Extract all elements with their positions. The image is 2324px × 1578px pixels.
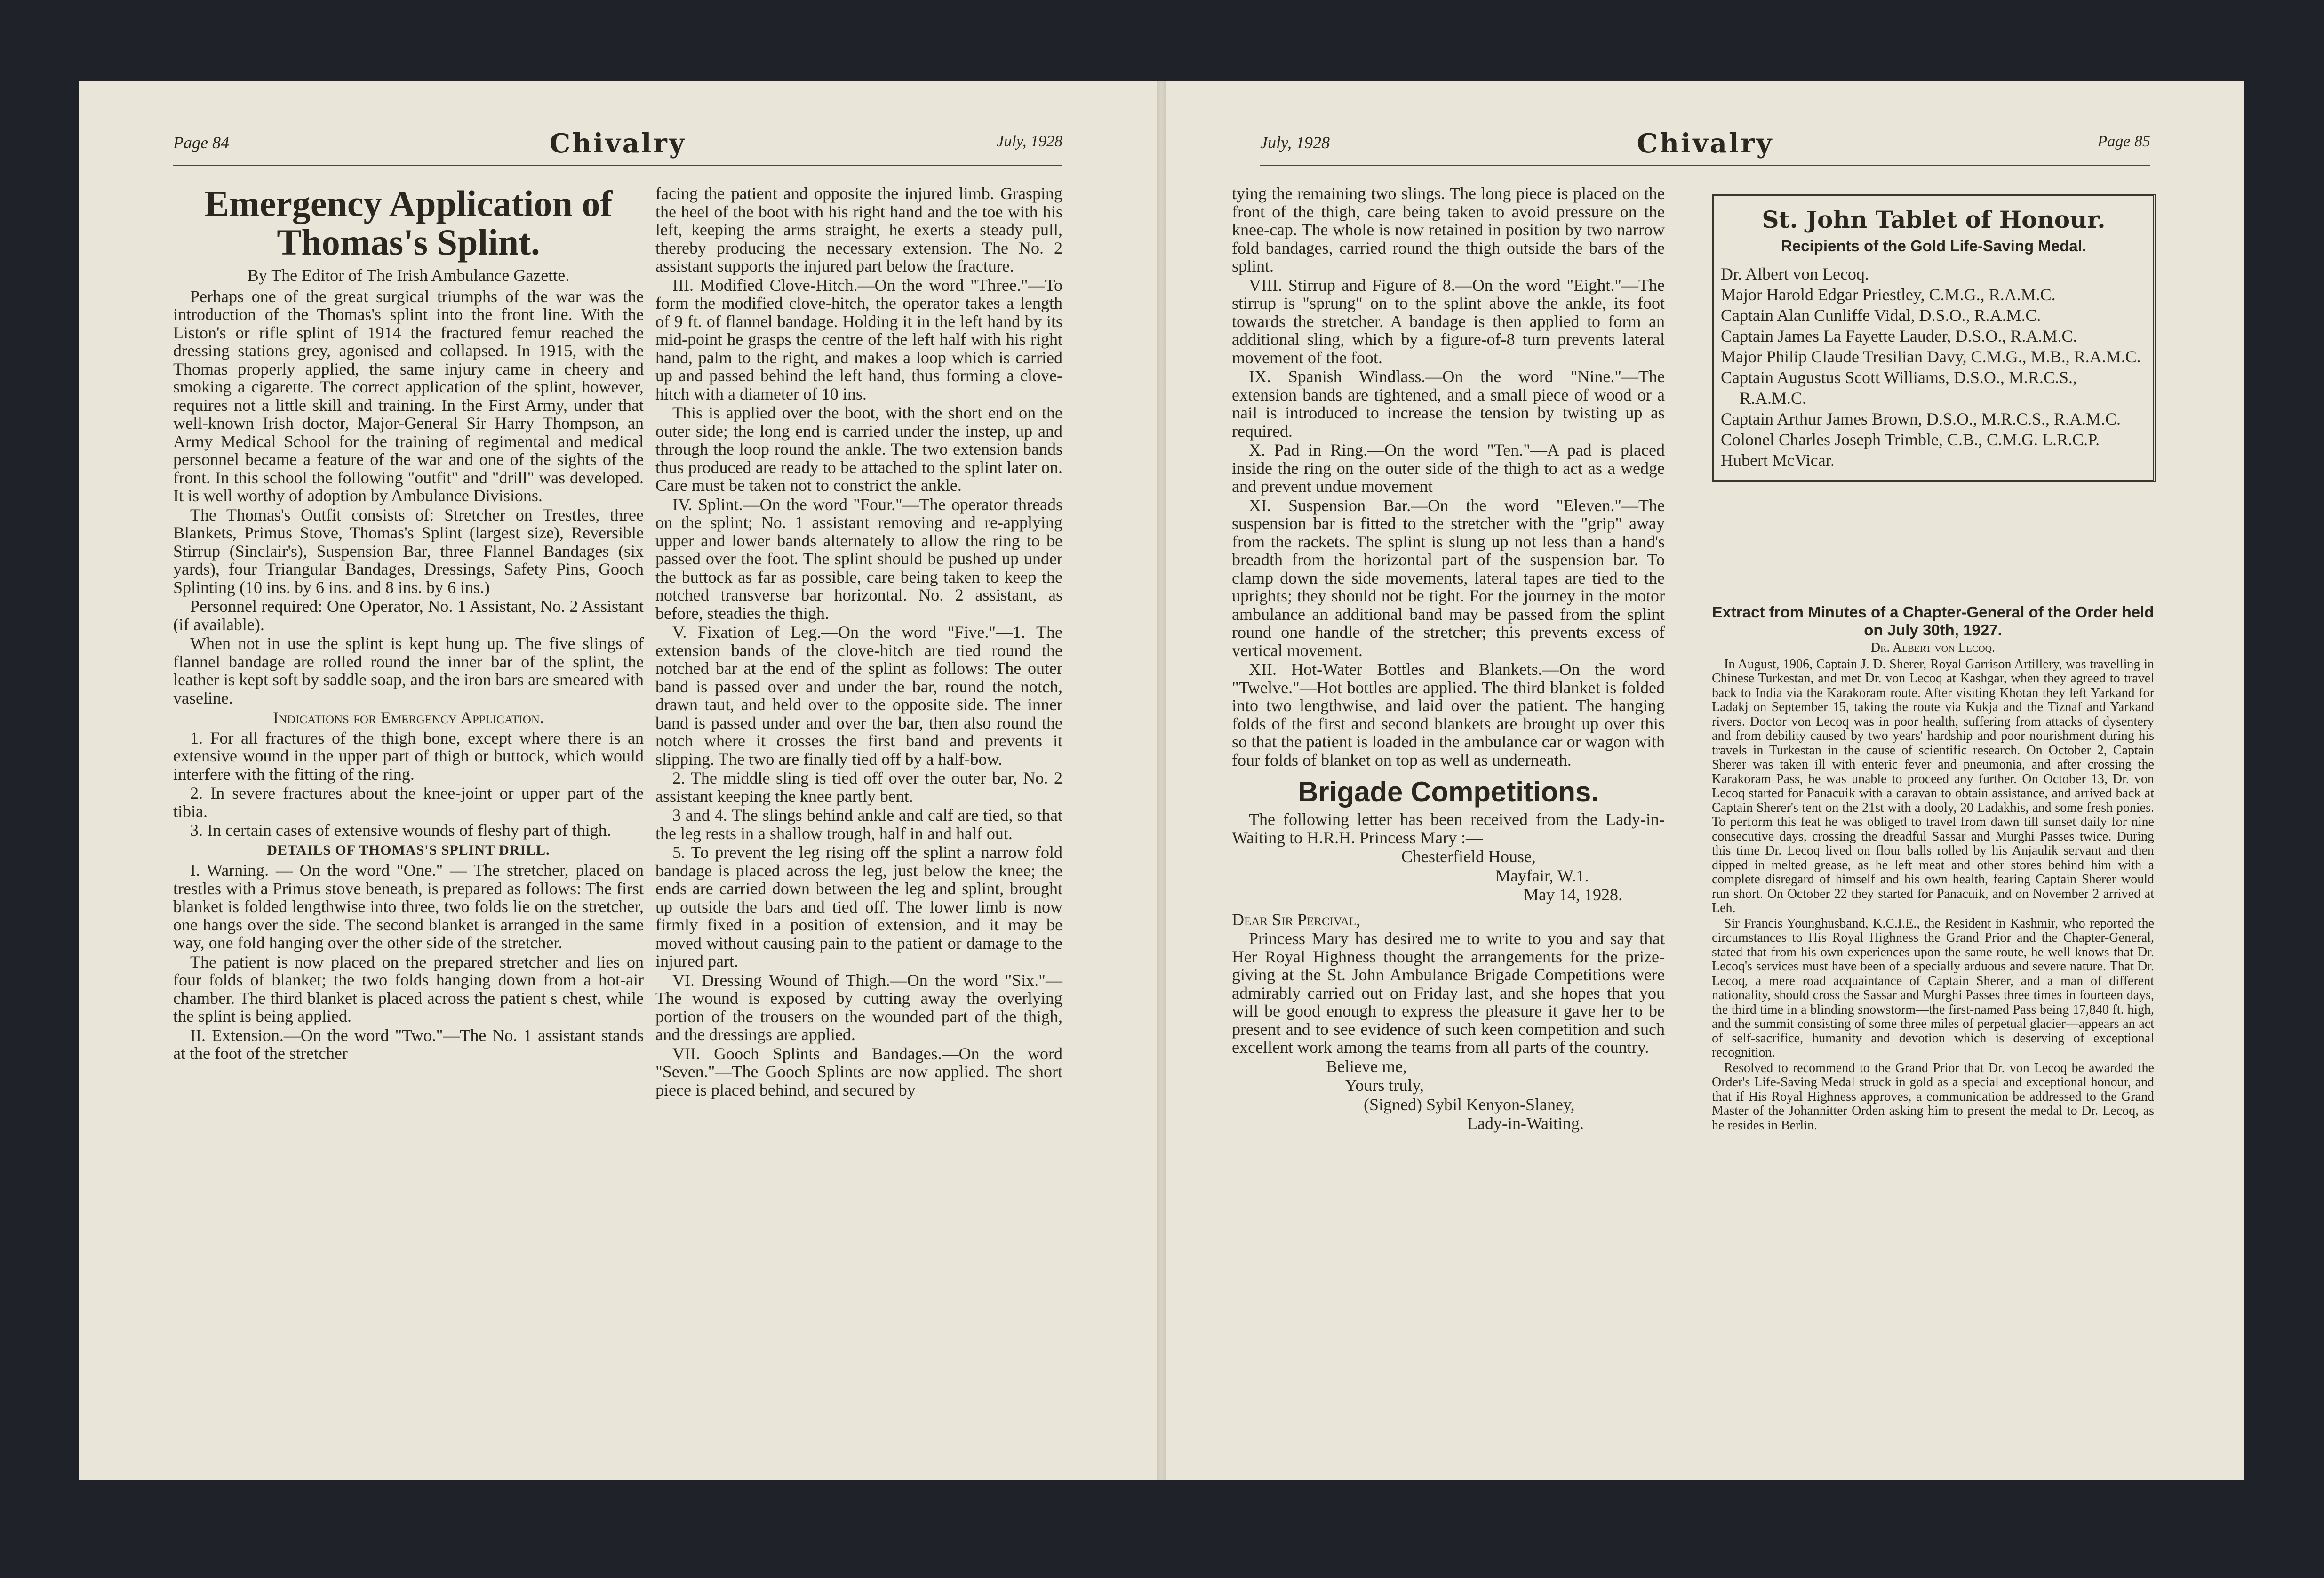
letter-closing: Yours truly, [1345,1076,1424,1095]
box-title: St. John Tablet of Honour. [1762,206,2106,233]
paragraph: 3 and 4. The slings behind ankle and calf are tied, so that the leg rests in a shallow trough, half in and half out. [655,806,1062,843]
header-rule [1260,165,2150,170]
paragraph: 3. In certain cases of extensive wounds of fleshy part of thigh. [190,821,611,840]
recipient-item: Captain Alan Cunliffe Vidal, D.S.O., R.A.M.C. [1721,306,2041,325]
recipient-item: Hubert McVicar. [1721,451,1835,470]
masthead: Chivalry [549,128,687,159]
recipient-item: Colonel Charles Joseph Trimble, C.B., C.M.G. L.R.C.P. [1721,430,2100,449]
paragraph: When not in use the splint is kept hung up. The five slings of flannel bandage are rolled round the inner bar of the splint, the leather is kept soft by saddle soap, and the iron bars are smeared with vaseline. [173,634,644,707]
paragraph: VIII. Stirrup and Figure of 8.—On the word "Eight."—The stirrup is "sprung" on to the splint above the ankle, its foot towards the stretcher. A bandage is then applied to form an additional sling, which by a figure-of-8 turn prevents lateral movement of the foot. [1232,275,1665,367]
header-rule [173,165,1062,170]
paragraph: 1. For all fractures of the thigh bone, except where there is an extensive wound in the upper part of thigh or buttock, which would interfere with the fitting of the ring. [173,728,644,784]
paragraph: XI. Suspension Bar.—On the word "Eleven."—The suspension bar is fitted to the stretcher with the "grip" away from the rackets. The splint is slung up not less than a hand's breadth from the horizontal part of the suspension bar. To clamp down the side movements, lateral tapes are tied to the uprights; they should not be tight. For the journey in the motor ambulance an additional band may be passed from the splint round one handle of the stretcher; this prevents excess of vertical movement. [1232,496,1665,660]
paragraph: The patient is now placed on the prepared stretcher and lies on four folds of blanket; the two folds hanging down from a hot-air chamber. The third blanket is placed across the patient s chest, while the splint is being applied. [173,952,644,1025]
section-heading: Indications for Emergency Application. [273,708,544,727]
masthead: Chivalry [1637,128,1774,159]
paragraph: facing the patient and opposite the injured limb. Grasping the heel of the boot with his right hand and the toe with his left, keeping the arms straight, he exerts a steady pull, thereby producing the necessary extension. The No. 2 assistant supports the injured part below the fracture. [655,184,1062,275]
right-page-header [1260,128,2150,161]
issue-date: July, 1928 [1260,133,1330,152]
paragraph: I. Warning. — On the word "One." — The stretcher, placed on trestles with a Primus stove beneath, is prepared as follows: The first blanket is folded lengthwise into three, two folds lie on the stretcher, one hangs over the side. The second blanket is arranged in the same way, one fold hanging over the other side of the stretcher. [173,861,644,952]
letter-date: May 14, 1928. [1524,885,1622,904]
recipient-item: Captain Arthur James Brown, D.S.O., M.R.C.S., R.A.M.C. [1721,409,2121,428]
extract-column [1712,603,2154,1134]
paragraph: IX. Spanish Windlass.—On the word "Nine."—The extension bands are tightened, and a small piece of wood or a nail is introduced to increase the tension by twisting up as required. [1232,367,1665,441]
recipient-item: Major Harold Edgar Priestley, C.M.G., R.A.M.C. [1721,285,2056,304]
letter-signature: (Signed) Sybil Kenyon-Slaney, [1364,1095,1575,1114]
paragraph: tying the remaining two slings. The long piece is placed on the front of the thigh, care being taken to avoid pressure on the knee-cap. The whole is now retained in position by two narrow fold bandages, carried round the thigh outside the bars of the splint. [1232,184,1665,275]
recipient-item: Captain Augustus Scott Williams, D.S.O., M.R.C.S., R.A.M.C. [1721,368,2077,408]
left-column-2 [655,184,1062,1100]
paragraph: X. Pad in Ring.—On the word "Ten."—A pad is placed inside the ring on the outer side of the thigh to act as a wedge and prevent undue movement [1232,441,1665,496]
left-page [79,81,1157,1480]
page-number: Page 84 [173,133,229,152]
paragraph: Resolved to recommend to the Grand Prior that Dr. von Lecoq be awarded the Order's Life-Saving Medal struck in gold as a special and exceptional honour, and that if His Royal Highness approves, a communication be addressed to the Grand Master of the Johannitter Orden asking him to present the medal to Dr. Lecoq, as he resides in Berlin. [1712,1060,2154,1133]
article-title: Emergency Application of Thomas's Splint. [204,183,613,263]
paragraph: IV. Splint.—On the word "Four."—The operator threads on the splint; No. 1 assistant removing and re-applying upper and lower bands alternately to allow the ring to be passed over the foot. The splint should be pushed up under the buttock as far as possible, care being taken to keep the notched transverse bar horizontal. No. 2 assistant, as before, steadies the thigh. [655,495,1062,623]
paragraph: III. Modified Clove-Hitch.—On the word "Three."—To form the modified clove-hitch, the operator takes a length of 9 ft. of flannel bandage. Holding it in the left hand by its mid-point he grasps the centre of the left half with his right hand, palm to the right, and makes a loop which is carried up and passed behind the left hand, thus forming a clove-hitch with a diameter of 10 ins. [655,275,1062,403]
paragraph: 5. To prevent the leg rising off the splint a narrow fold bandage is placed across the leg, just below the knee; the ends are carried down between the leg and splint, brought up outside the bars and tied off. The lower limb is now firmly fixed in a position of extension, and it may be moved without causing pain to the patient or damage to the injured part. [655,843,1062,970]
paragraph: 2. The middle sling is tied off over the outer bar, No. 2 assistant keeping the knee partly bent. [655,769,1062,806]
letter-body: Princess Mary has desired me to write to you and say that Her Royal Highness thought the arrangements for the prize-giving at the St. John Ambulance Brigade Competitions were admirably carried out on Friday last, and she hopes that you will be good enough to express the pleasure it gave her to be present and to see evidence of such keen competition and such excellent work among the teams from all parts of the country. [1232,929,1665,1057]
letter-salutation: Dear Sir Percival, [1232,910,1361,929]
tablet-of-honour-box [1712,194,2156,482]
recipient-item: Dr. Albert von Lecoq. [1721,264,1869,283]
paragraph: 2. In severe fractures about the knee-joint or upper part of the tibia. [173,784,644,821]
paragraph: Perhaps one of the great surgical triumphs of the war was the introduction of the Thomas's splint into the front line. With the Liston's or rifle splint of 1914 the fractured femur reached the dressing stations grey, agonised and collapsed. In 1915, with the Thomas properly applied, the same injury came in cheery and smoking a cigarette. The correct application of the splint, however, requires not a little skill and training. In the First Army, under that well-known Irish doctor, Major-General Sir Harry Thompson, an Army Medical School for the training of regimental and medical personnel became a feature of the war and one of the sights of the front. In this school the following "outfit" and "drill" was developed. It is well worthy of adoption by Ambulance Divisions. [173,287,644,505]
box-subtitle: Recipients of the Gold Life-Saving Medal. [1781,237,2087,255]
paragraph: XII. Hot-Water Bottles and Blankets.—On the word "Twelve."—Hot bottles are applied. The third blanket is folded into two lengthwise, and laid over the patient. The hanging folds of the first and second blankets are brought up over this so that the patient is loaded in the ambulance car or wagon with four folds of blanket on top as well as underneath. [1232,660,1665,769]
letter-signature-title: Lady-in-Waiting. [1467,1114,1584,1133]
paragraph: The following letter has been received from the Lady-in-Waiting to H.R.H. Princess Mary :— [1232,810,1665,847]
letter-closing: Believe me, [1326,1057,1407,1076]
paragraph: Sir Francis Younghusband, K.C.I.E., the Resident in Kashmir, who reported the circumstances to His Royal Highness the Grand Prior and the Chapter-General, stated that from his own experiences upon the same route, he well knows that Dr. Lecoq's services must have been of a specially arduous and severe nature. That Dr. Lecoq, a mere road acquaintance of Captain Sherer, and a man of different nationality, should cross the Sassar and Murghi Passes three times in fourteen days, the third time in a blinding snowstorm—the first-named Pass being 17,840 ft. high, and the summit consisting of some three miles of perpetual glacier—appears an act of self-sacrifice, humanity and devotion which is deserving of exceptional recognition. [1712,916,2154,1060]
paragraph: V. Fixation of Leg.—On the word "Five."—1. The extension bands of the clove-hitch are tied round the notched bar at the end of the splint as follows: The outer band is passed over and under the bar, round the notch, drawn taut, and held over to the opposite side. The inner band is passed under and over the bar, then also round the notch where it crosses the first band and prevents it slipping. The two are finally tied off by a half-bow. [655,623,1062,769]
left-page-header [173,128,1062,161]
extract-subject: Dr. Albert von Lecoq. [1870,641,1996,655]
extract-title: Extract from Minutes of a Chapter-General of the Order held on July 30th, 1927. [1712,603,2154,639]
recipient-item: Major Philip Claude Tresilian Davy, C.M.G., M.B., R.A.M.C. [1721,347,2141,366]
byline: By The Editor of The Irish Ambulance Gazette. [247,266,570,285]
letter-address: Mayfair, W.1. [1495,866,1589,885]
paragraph: II. Extension.—On the word "Two."—The No. 1 assistant stands at the foot of the stretcher [173,1025,644,1063]
paragraph: VI. Dressing Wound of Thigh.—On the word "Six."—The wound is exposed by cutting away the overlying portion of the trousers on the wounded part of the thigh, and the dressings are applied. [655,970,1062,1044]
page-number: Page 85 [2097,133,2150,150]
right-page [1166,81,2244,1480]
paragraph: This is applied over the boot, with the short end on the outer side; the long end is carried under the instep, up and through the loop round the ankle. The two extension bands thus produced are ready to be attached to the splint later on. Care must be taken not to constrict the ankle. [655,403,1062,495]
section-heading: DETAILS OF THOMAS'S SPLINT DRILL. [267,842,550,858]
paragraph: The Thomas's Outfit consists of: Stretcher on Trestles, three Blankets, Primus Stove, Thomas's Splint (largest size), Reversible Stirrup (Sinclair's), Suspension Bar, three Flannel Bandages (six yards), four Triangular Bandages, Dressings, Safety Pins, Gooch Splinting (10 ins. by 6 ins. and 8 ins. by 6 ins.) [173,505,644,597]
right-column-1 [1232,184,1665,1134]
issue-date: July, 1928 [997,133,1062,150]
left-column-1 [173,184,644,1064]
recipient-item: Captain James La Fayette Lauder, D.S.O., R.A.M.C. [1721,327,2077,345]
section-title: Brigade Competitions. [1297,776,1599,808]
letter-address: Chesterfield House, [1401,847,1536,866]
paragraph: Personnel required: One Operator, No. 1 Assistant, No. 2 Assistant (if available). [173,597,644,634]
paragraph: VII. Gooch Splints and Bandages.—On the word "Seven."—The Gooch Splints are now applied. The short piece is placed behind, and secured by [655,1044,1062,1099]
paragraph: In August, 1906, Captain J. D. Sherer, Royal Garrison Artillery, was travelling in Chinese Turkestan, and met Dr. von Lecoq at Kashgar, when they agreed to travel back to India via the Karakoram route. After visiting Khotan they left Yarkand for Ladakj on September 15, taking the route via Kukja and the Tiznaf and Yarkand rivers. Doctor von Lecoq was in poor health, suffering from attacks of dysentery and from debility caused by two years' hardship and poor nourishment during his travels in Turkestan in the cause of scientific research. On October 2, Captain Sherer was taken ill with enteric fever and pneumonia, and after crossing the Karakoram Pass, he was unable to proceed any further. On October 13, Dr. von Lecoq started for Panacuik with a caravan to obtain assistance, and arrived back at Captain Sherer's tent on the 21st with a dooly, 20 Ladakhis, and some fresh ponies. To perform this feat he was obliged to travel from dawn till sunset daily for nine consecutive days, crossing the dreadful Sassar and Murghi Passes twice. During this time Dr. Lecoq lived on flour balls rolled by his Anjaulik servant and then dipped in melted grease, as he left meat and other stores behind him with a complete disregard of himself and his own health, fearing Captain Sherer would run short. On October 22 they started for Panacuik, and on November 2 arrived at Leh. [1712,657,2154,915]
